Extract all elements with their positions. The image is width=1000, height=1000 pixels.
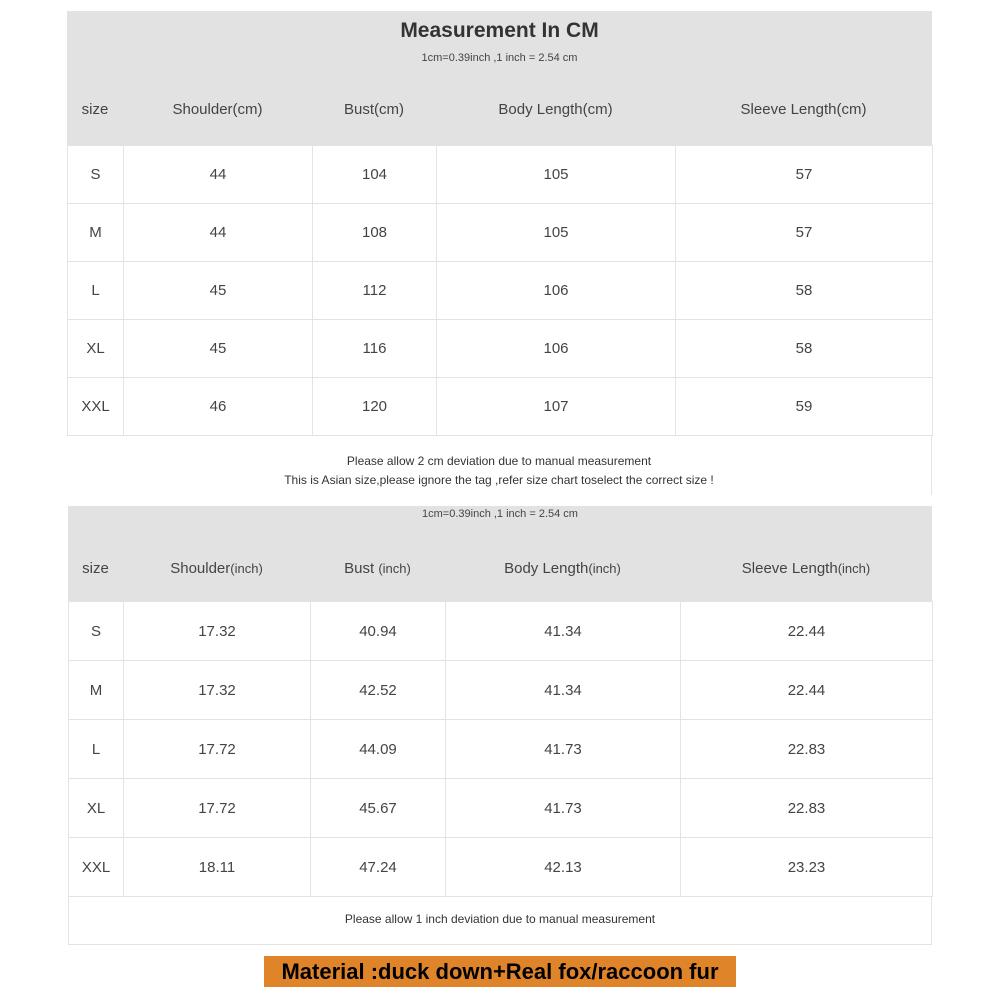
cm-cell-body-length: 107 bbox=[437, 378, 676, 436]
inch-header-sleeve-length-unit: (inch) bbox=[837, 561, 871, 576]
inch-header-bust-label: Bust bbox=[344, 560, 379, 577]
cm-cell-shoulder: 45 bbox=[124, 262, 313, 320]
inch-table-row bbox=[69, 720, 933, 779]
cm-header-body-length: Body Length(cm) bbox=[498, 101, 613, 118]
inch-table-row bbox=[69, 661, 933, 720]
inch-header-sleeve-length-label: Sleeve Length bbox=[741, 560, 838, 577]
cm-cell-sleeve-length: 58 bbox=[676, 262, 933, 320]
inch-header-body-length-unit: (inch) bbox=[588, 561, 621, 576]
inch-cell-body-length: 41.73 bbox=[446, 720, 681, 779]
inch-cell-sleeve-length: 22.83 bbox=[681, 720, 933, 779]
inch-cell-bust: 47.24 bbox=[311, 838, 446, 897]
inch-cell-size: XL bbox=[69, 779, 124, 838]
cm-cell-size: S bbox=[68, 146, 124, 204]
inch-deviation-note: Please allow 1 inch deviation due to manual measurement bbox=[344, 912, 656, 926]
cm-cell-bust: 112 bbox=[313, 262, 437, 320]
cm-table-title: Measurement In CM bbox=[400, 19, 599, 42]
inch-header-size-label: size bbox=[82, 560, 109, 577]
cm-cell-shoulder: 44 bbox=[124, 204, 313, 262]
asian-size-note: This is Asian size,please ignore the tag ,refer size chart toselect the correct size ! bbox=[284, 473, 714, 487]
inch-cell-bust: 40.94 bbox=[311, 602, 446, 661]
inch-cell-shoulder: 18.11 bbox=[124, 838, 311, 897]
cm-cell-body-length: 105 bbox=[437, 204, 676, 262]
inch-cell-size: XXL bbox=[69, 838, 124, 897]
cm-cell-bust: 104 bbox=[313, 146, 437, 204]
cm-header-sleeve-length: Sleeve Length(cm) bbox=[740, 101, 867, 118]
cm-data-table bbox=[67, 145, 933, 436]
cm-table-row bbox=[68, 204, 933, 262]
cm-table-row bbox=[68, 320, 933, 378]
inch-cell-size: L bbox=[69, 720, 124, 779]
material-banner: Material :duck down+Real fox/raccoon fur bbox=[264, 956, 736, 987]
cm-cell-sleeve-length: 57 bbox=[676, 146, 933, 204]
inch-cell-bust: 42.52 bbox=[311, 661, 446, 720]
cm-cell-sleeve-length: 57 bbox=[676, 204, 933, 262]
inch-header-sleeve-length bbox=[680, 560, 932, 577]
inch-cell-size: S bbox=[69, 602, 124, 661]
inch-cell-body-length: 41.34 bbox=[446, 661, 681, 720]
cm-header-bust: Bust(cm) bbox=[344, 101, 404, 118]
inch-table-header bbox=[68, 506, 932, 601]
cm-column-headers bbox=[67, 101, 932, 118]
inch-cell-shoulder: 17.32 bbox=[124, 661, 311, 720]
cm-cell-body-length: 105 bbox=[437, 146, 676, 204]
inch-table-row bbox=[69, 838, 933, 897]
inch-notes bbox=[68, 897, 932, 945]
inch-header-body-length bbox=[445, 560, 680, 577]
inch-header-shoulder bbox=[123, 560, 310, 577]
inch-cell-sleeve-length: 22.44 bbox=[681, 602, 933, 661]
inch-data-table bbox=[68, 601, 933, 897]
cm-table-row bbox=[68, 378, 933, 436]
cm-conversion-note: 1cm=0.39inch ,1 inch = 2.54 cm bbox=[421, 52, 578, 64]
inch-table-row bbox=[69, 779, 933, 838]
inch-header-shoulder-unit: (inch) bbox=[230, 561, 263, 576]
inch-cell-bust: 44.09 bbox=[311, 720, 446, 779]
inch-cell-body-length: 41.73 bbox=[446, 779, 681, 838]
inch-cell-body-length: 41.34 bbox=[446, 602, 681, 661]
inch-column-headers bbox=[68, 560, 932, 577]
cm-cell-bust: 120 bbox=[313, 378, 437, 436]
inch-cell-shoulder: 17.72 bbox=[124, 720, 311, 779]
cm-cell-size: M bbox=[68, 204, 124, 262]
cm-cell-body-length: 106 bbox=[437, 262, 676, 320]
inch-header-size bbox=[68, 560, 123, 577]
cm-header-size: size bbox=[81, 101, 109, 118]
cm-cell-bust: 108 bbox=[313, 204, 437, 262]
inch-cell-size: M bbox=[69, 661, 124, 720]
inch-cell-sleeve-length: 22.83 bbox=[681, 779, 933, 838]
inch-header-bust bbox=[310, 560, 445, 577]
cm-cell-sleeve-length: 58 bbox=[676, 320, 933, 378]
cm-cell-shoulder: 46 bbox=[124, 378, 313, 436]
inch-cell-shoulder: 17.72 bbox=[124, 779, 311, 838]
cm-cell-shoulder: 44 bbox=[124, 146, 313, 204]
cm-cell-sleeve-length: 59 bbox=[676, 378, 933, 436]
inch-conversion-note: 1cm=0.39inch ,1 inch = 2.54 cm bbox=[422, 508, 578, 520]
inch-cell-sleeve-length: 22.44 bbox=[681, 661, 933, 720]
cm-table-row bbox=[68, 146, 933, 204]
cm-cell-size: XL bbox=[68, 320, 124, 378]
inch-header-shoulder-label: Shoulder bbox=[170, 560, 231, 577]
inch-size-chart bbox=[68, 506, 932, 942]
inch-header-body-length-label: Body Length bbox=[504, 560, 589, 577]
cm-cell-body-length: 106 bbox=[437, 320, 676, 378]
cm-cell-size: XXL bbox=[68, 378, 124, 436]
cm-cell-shoulder: 45 bbox=[124, 320, 313, 378]
cm-notes bbox=[67, 436, 932, 495]
inch-cell-shoulder: 17.32 bbox=[124, 602, 311, 661]
inch-header-bust-unit: (inch) bbox=[378, 561, 411, 576]
cm-cell-bust: 116 bbox=[313, 320, 437, 378]
cm-cell-size: L bbox=[68, 262, 124, 320]
cm-table-row bbox=[68, 262, 933, 320]
cm-deviation-note: Please allow 2 cm deviation due to manual measurement bbox=[346, 454, 652, 468]
inch-table-row bbox=[69, 602, 933, 661]
cm-table-header bbox=[67, 11, 932, 145]
inch-cell-bust: 45.67 bbox=[311, 779, 446, 838]
cm-size-chart bbox=[67, 11, 932, 494]
cm-header-shoulder: Shoulder(cm) bbox=[172, 101, 263, 118]
inch-cell-body-length: 42.13 bbox=[446, 838, 681, 897]
inch-cell-sleeve-length: 23.23 bbox=[681, 838, 933, 897]
